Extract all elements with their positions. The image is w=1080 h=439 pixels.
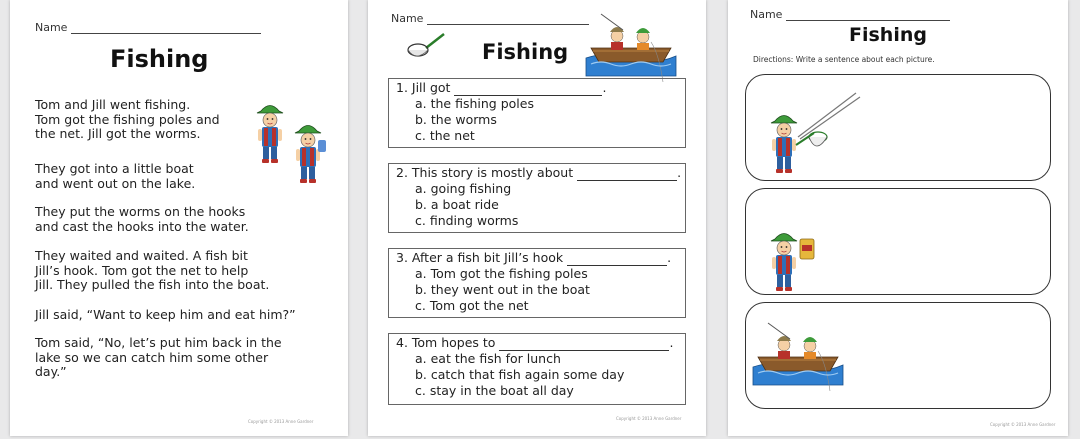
name-label: Name <box>35 21 68 34</box>
story-paragraph: Tom and Jill went fishing. Tom got the fishing poles and the net. Jill got the worms. <box>35 97 220 141</box>
story-paragraph: They waited and waited. A fish bit Jill’s hook. Tom got the net to help Jill. They pulled the fish into the boat. <box>35 248 270 292</box>
picture-box-3[interactable] <box>745 302 1051 409</box>
directions: Directions: Write a sentence about each picture. <box>753 55 935 64</box>
question-end: . <box>669 335 674 350</box>
story-paragraph: They put the worms on the hooks and cast the hooks into the water. <box>35 204 249 234</box>
question-card-2 <box>388 163 686 233</box>
answer-option[interactable]: a. Tom got the fishing poles <box>415 266 588 281</box>
answer-blank[interactable] <box>577 180 677 181</box>
name-label: Name <box>750 8 783 21</box>
answer-option[interactable]: b. they went out in the boat <box>415 282 590 297</box>
answer-option[interactable]: c. stay in the boat all day <box>415 383 574 398</box>
answer-option[interactable]: a. going fishing <box>415 181 512 196</box>
page-title: Fishing <box>110 45 209 73</box>
name-label: Name <box>391 12 424 25</box>
tom-and-jill-illustration <box>10 0 348 436</box>
answer-option[interactable]: b. catch that fish again some day <box>415 367 625 382</box>
story-paragraph: They got into a little boat and went out on the lake. <box>35 161 196 191</box>
question-stem: 3. After a fish bit Jill’s hook <box>396 250 564 265</box>
page-title: Fishing <box>849 24 927 46</box>
question-end: . <box>602 80 607 95</box>
question-stem: 4. Tom hopes to <box>396 335 496 350</box>
story-page <box>10 0 348 436</box>
picture-box-2[interactable] <box>745 188 1051 295</box>
name-field[interactable] <box>786 20 950 21</box>
question-end: . <box>677 165 682 180</box>
answer-option[interactable]: b. the worms <box>415 112 497 127</box>
page-title: Fishing <box>482 40 569 64</box>
question-end: . <box>667 250 672 265</box>
answer-option[interactable]: b. a boat ride <box>415 197 499 212</box>
copyright: Copyright © 2013 Anne Gardner <box>990 422 1056 427</box>
question-card-4 <box>388 333 686 405</box>
jill-with-worms-picture <box>746 189 1052 296</box>
sentence-page <box>728 0 1068 436</box>
questions-page <box>368 0 706 436</box>
picture-box-1[interactable] <box>745 74 1051 181</box>
name-row <box>750 8 950 21</box>
story-paragraph: Jill said, “Want to keep him and eat him?” <box>35 307 296 322</box>
story-paragraph: Tom said, “No, let’s put him back in the lake so we can catch him some other day.” <box>35 335 282 379</box>
question-card-3 <box>388 248 686 318</box>
answer-option[interactable]: c. Tom got the net <box>415 298 529 313</box>
answer-option[interactable]: c. finding worms <box>415 213 519 228</box>
question-card-1 <box>388 78 686 148</box>
answer-option[interactable]: a. eat the fish for lunch <box>415 351 561 366</box>
tom-with-net-picture <box>746 75 1052 182</box>
question-stem: 2. This story is mostly about <box>396 165 574 180</box>
copyright: Copyright © 2013 Anne Gardner <box>616 416 682 421</box>
kids-in-boat-picture <box>746 303 1052 413</box>
answer-option[interactable]: c. the net <box>415 128 475 143</box>
answer-option[interactable]: a. the fishing poles <box>415 96 534 111</box>
question-stem: 1. Jill got <box>396 80 451 95</box>
copyright: Copyright © 2013 Anne Gardner <box>248 419 314 424</box>
